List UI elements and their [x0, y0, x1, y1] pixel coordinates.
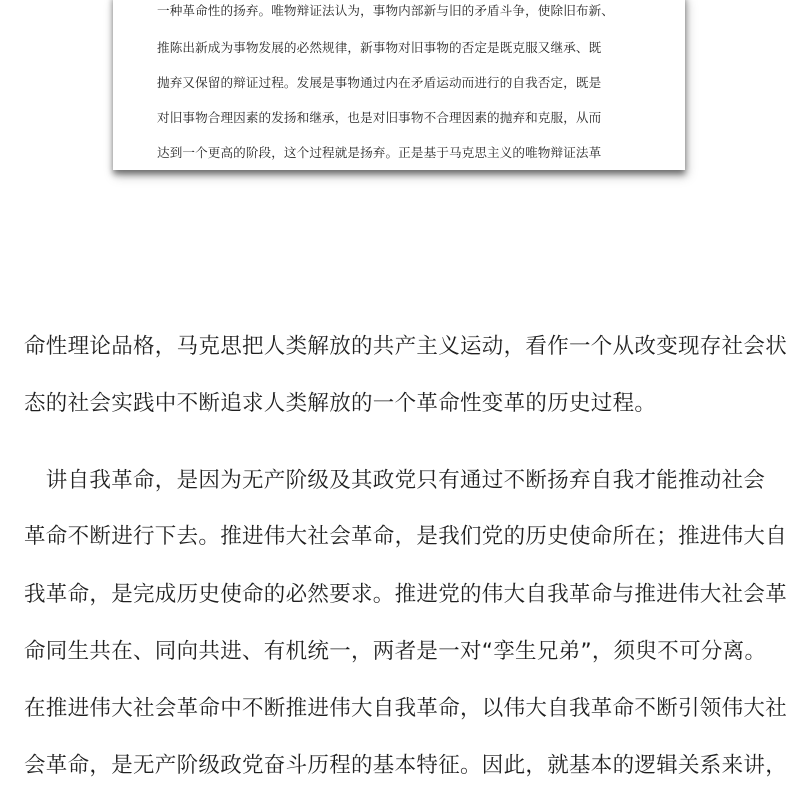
paragraph-line: 革命不断进行下去。推进伟大社会革命，是我们党的历史使命所在；推进伟大自: [24, 524, 788, 549]
paragraph-line: 讲自我革命，是因为无产阶级及其政党只有通过不断扬弃自我才能推动社会: [24, 468, 766, 493]
excerpt-line: 一种革命性的扬弃。唯物辩证法认为，事物内部新与旧的矛盾斗争，使除旧布新、: [157, 3, 614, 18]
paragraph-line: 会革命，是无产阶级政党奋斗历程的基本特征。因此，就基本的逻辑关系来讲，: [24, 753, 788, 778]
paragraph-line: 我革命，是完成历史使命的必然要求。推进党的伟大自我革命与推进伟大社会革: [24, 582, 788, 607]
excerpt-line: 推陈出新成为事物发展的必然规律，新事物对旧事物的否定是既克服又继承、既: [157, 40, 602, 55]
paragraph-line: 命同生共在、同向共进、有机统一，两者是一对“孪生兄弟”，须臾不可分离。: [24, 639, 767, 664]
excerpt-line: 抛弃又保留的辩证过程。发展是事物通过内在矛盾运动而进行的自我否定，既是: [157, 75, 602, 90]
paragraph-line: 态的社会实践中不断追求人类解放的一个革命性变革的历史过程。: [24, 391, 657, 416]
paragraph-line: 命性理论品格，马克思把人类解放的共产主义运动，看作一个从改变现存社会状: [24, 334, 788, 359]
excerpt-line: 对旧事物合理因素的发扬和继承，也是对旧事物不合理因素的抛弃和克服，从而: [157, 110, 602, 125]
excerpt-line: 达到一个更高的阶段，这个过程就是扬弃。正是基于马克思主义的唯物辩证法革: [157, 145, 602, 160]
excerpt-image-card: [113, 0, 685, 170]
paragraph-line: 在推进伟大社会革命中不断推进伟大自我革命，以伟大自我革命不断引领伟大社: [24, 696, 788, 721]
